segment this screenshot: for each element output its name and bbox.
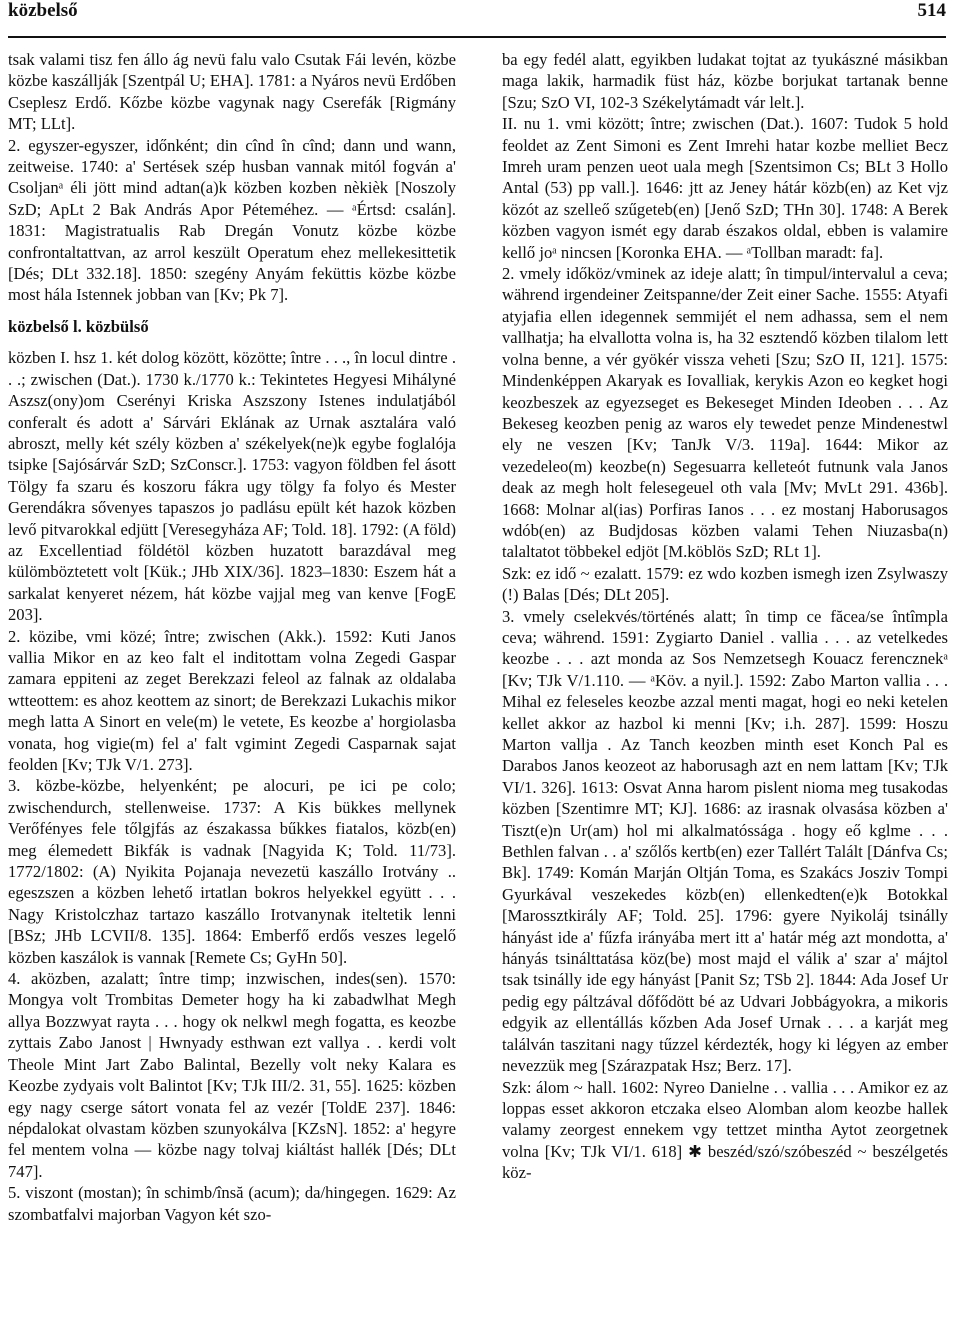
entry-paragraph: Szk: álom ~ hall. 1602: Nyreo Danielne . . vallia . . . Amikor ez az loppas esset akkoron etczaka elseo Alomban alom keozbe hallek valamy zeorgest ennekem vgy tettzet mintha Aytot zeorgetnek volna [Kv; TJk VI/1. 618] ✱ beszéd/szó/szóbeszéd ~ beszélgetés köz- [502,1077,948,1183]
page-number: 514 [917,0,946,21]
headword-entry: közben I. hsz 1. két dolog között, közötte; între . . ., în locul dintre . . .; zwischen (Dat.). 1730 k./1770 k.: Tekintetes Hegyesi Mihályné Aszsz(ony)om Cserényi Kriska Aszszony Istenes indulatjából conferalt és adott a' Sárvári Eklának az Urnak asztalára való abroszt, melly két szély közben a' székelyek(ne)k egybe foglalója tsipke [Sajósárvár SzD; SzConscr.]. 1753: vagyon földben fel ásott Tölgy fa szaru és koszoru fákra ugy tölgy fa folyo és Mester Gerendákra sővenyes tapaszos jo padlásu epült két hazok közben levő pitvarokkal edjütt [Veresegyháza AF; Told. 18]. 1792: (A föld) az Excellentiad földétöl közben huzatott barazdával meg külömböztetett volt [Kük.; JHb XIX/36]. 1823–1830: Eszem hát a sarkalat kenyeret nézem, hát közbe vajjal meg van kenve [FogE 203]. [8,348,456,625]
left-column [8,49,456,1337]
entry-paragraph: 3. közbe-közbe, helyenként; pe alocuri, pe ici pe colo; zwischendurch, stellenweise. 1737: A Kis bükkes mellynek Verőfényes fele tőlgjfás az északassa bűkkes fiatalos, közb(en) meg élemedett Bikfák is vadnak [Nagyida K; Told. 11/73]. 1772/1802: (A) Nyikita Pojanaja nevezetü kaszállo Irotvány .. egeszszen a közben lehető irtatlan bokros helyekkel együtt . . . Nagy Kristolczhaz tartazo kaszállo Irotvanynak iteltetik lenni [BSz; JHb LCVII/8. 135]. 1864: Emberfő erdős veszes legelő közben kaszálok is vannak [Remete Cs; GyHn 50]. [8,776,456,967]
entry-paragraph: II. nu 1. vmi között; între; zwischen (Dat.). 1607: Tudok 5 hold feoldet az Zent Simoni es Zent Imrehi hatar kozbe melliet Becz Imreh uram penzen ueot uala megh [Szentsimon Cs; BLt 3 Hollo Antal (53) pp vall.]. 1646: jtt az Jeney hátár közb(en) az Ket vjz közót az szelleő szűgeteb(en) [Jenő SzD; THn 30]. 1748: A Berek közben vagyon ismét egy darab északos oldal, ebben is valamire kellő joᵃ nincsen [Koronka EHA. — ᵃTollban maradt: fa]. [502,114,948,262]
entry-separator [8,337,456,347]
entry-paragraph: Szk: ez idő ~ ezalatt. 1579: ez wdo kozben ismegh izen Zsylwaszy (!) Balas [Dés; DLt 205]. [502,563,948,605]
entry-paragraph: 4. aközben, azalatt; între timp; inzwischen, indes(sen). 1570: Mongya volt Trombitas Demeter hogy ha ki zabadwlhat Megh allya Bozzwyat rayta . . . hogy ok nelkwl megh fogatta, es keozbe zyttais Zabo Janost | Hwnyady esthwan ezt vallya . . kerdi volt Theole Mint Jart Zabo Balintal, Bezelly volt neky Kalara es Keozbe zydyais volt Balintot [Kv; TJk III/2. 31, 55]. 1625: közben egy nagy cserge sátort vonata fel az vezér [ToldE 237]. 1846: népdalokat olvastam közben szunyokálva [KZsN]. 1852: a' hegyre fel mentem volna — közbe nagy tolvaj kiáltást hallék [Dés; DLt 747]. [8,969,456,1181]
right-column [502,49,948,1337]
entry-separator [8,306,456,316]
headword-entry: közbelső l. közbülső [8,316,149,336]
entry-paragraph: 5. viszont (mostan); în schimb/însă (acum); da/hingegen. 1629: Az szombatfalvi majorban Vagyon két szo- [8,1183,456,1224]
header-rule [8,36,946,38]
page-header [8,0,946,36]
entry-paragraph: 2. vmely időköz/vminek az ideje alatt; în timpul/intervalul a ceva; während irgendeiner Zeitspanne/der Zeit einer Sache. 1555: Atyafi atyjafia ellen idegennek semmijét el nem adhassa, sem el nem vallhatja; ha elvallotta volna is, ha 32 esztendő közben tilalom lett volna benne, a vér gyökér vissza veheti [Szu; SzO II, 121]. 1575: Mindenképpen Akaryak es Iovalliak, kerykis Azon eo kegket hogi keozbeszek az egyezseget es Bekeseget Minden Ideoben . . . Az Bekeseg keozben penig az waros ely tewedet penze Mindenestwl ely ne veszen [Kv; TanJk V/3. 119a]. 1644: Mikor az vezedeleo(m) keozbe(n) Segesuarra kelleteót futnunk vala Janos deak az megh holt felesegeuel oth vala [Mv; MvLt 291. 436b]. 1668: Molnar al(ias) Porfiras Ianos . . . ez mostanj Haborusagos wdób(en) az Budjdosas közben valami Tehen Niuzasba(n) talaltatot többekel edjöt [M.köblös SzD; RLt 1]. [502,264,948,562]
entry-paragraph: 2. közibe, vmi közé; între; zwischen (Akk.). 1592: Kuti Janos vallia Mikor en az keo falt el inditottam volna Zegedi Gaspar zamara eppiteni az zeget Berekzazi feleol az falnak az oldalaba wtteottem: es ahoz keottem az sinort; de Berekzazi Lukachis mikor megh latta A Sinort en vele(m) le vetete, Es keozbe a' horgiolasba vonata, hog vigie(m) fel a' falt vgimint Zegedi Casparnak sajat feolden [Kv; TJk V/1. 273]. [8,626,456,774]
entry-paragraph: ba egy fedél alatt, egyikben ludakat tojtat az tyukászné másikban maga lakik, harmadik füst ház, közbe borjukat tartanak benne [Szu; SzO VI, 102-3 Székelytámadt vár lelt.]. [502,50,948,112]
entry-paragraph: 2. egyszer-egyszer, időnként; din cînd în cînd; dann und wann, zeitweise. 1740: a' Sertések szép husban vannak mitól fogván a' Csoljanᵃ éli jött mind adtan(a)k közben kozben nèkièk [Noszoly SzD; ApLt 2 Bak András Apor Péteméhez. — ᵃÉrtsd: csalán]. 1831: Magistratualis Rab Dregán Vonutz közbe közbe confrontaltattvan, az arrol keszült Operatum ehez mellekesittetik [Dés; DLt 332.18]. 1850: szegény Anyám feküttis közbe közbe most hála Istennek jobban van [Kv; Pk 7]. [8,135,456,305]
entry-paragraph: 3. vmely cselekvés/történés alatt; în timp ce făcea/se întîmpla ceva; während. 1591: Zygiarto Daniel . vallia . . . az vetelkedes keozbe . . . azt monda az Sos Nemzetsegh Kouacz ferencznekᵃ [Kv; TJk V/1.110. — ᵃKöv. a nyil.]. 1592: Zabo Marton vallia . . . Mihal ez feleseles keozbe azzal menti magat, hogi eo neki ketelen kellet akkor az hazbol ki menni [Kv; i.h. 287]. 1599: Hoszu Marton vallja . Az Tanch keozben minth eset Konch Pal es Darabos Janos keozeot az haborusagh azt en nem lattam [Kv; TJk VI/1. 326]. 1613: Osvat Anna harom pislent nioma meg tusakodas közben [Szentimre MT; KJ]. 1686: az irasnak olvasása közben a' Tiszt(e)n Ur(am) hol mi alkalmatóssága . hogy eő kglme . . . Bethlen falvan . . a' szőlős kertb(en) ezer Tallért Talált [Dánfva Cs; Bk]. 1749: Komán Marján Oltján Toma, es Szakács Josziv Tompi Gyurkával veszekedes közb(en) ellenkedten(e)k Botokkal [Marossztkirály AF; Told. 25]. 1796: gyere Nyikoláj tsinálly hányást ide a' fűzfa irányába mert itt a' határ még azt mondotta, a' hányás tsinálttatása köz(be) most majd el válik a' szar a' májtol tsak tsinálly ide egy hányást [Panit Sz; TSb 2]. 1844: Ada Josef Ur pedig egy páltzával dőfődött bé az Udvari Jobbágyokra, a mikoris edgyik az ellentállás kőzben Ada Josef Urnak . . . a karját meg találván taszitani nagy tűzzel kérdezték, hogy ki légyen az ember nevezzük meg [Szárazpatak Hsz; Berz. 17]. [502,606,948,1076]
entry-paragraph: tsak valami tisz fen állo ág nevü falu valo Csutak Fái levén, közbe közbe kaszállják [Szentpál U; EHA]. 1781: a Nyáros nevü Erdőben Cseplesz Erdő. Kőzbe közbe vagynak nagy Cserefák [Rigmány MT; LLt]. [8,50,456,134]
running-headword: közbelső [8,0,78,21]
